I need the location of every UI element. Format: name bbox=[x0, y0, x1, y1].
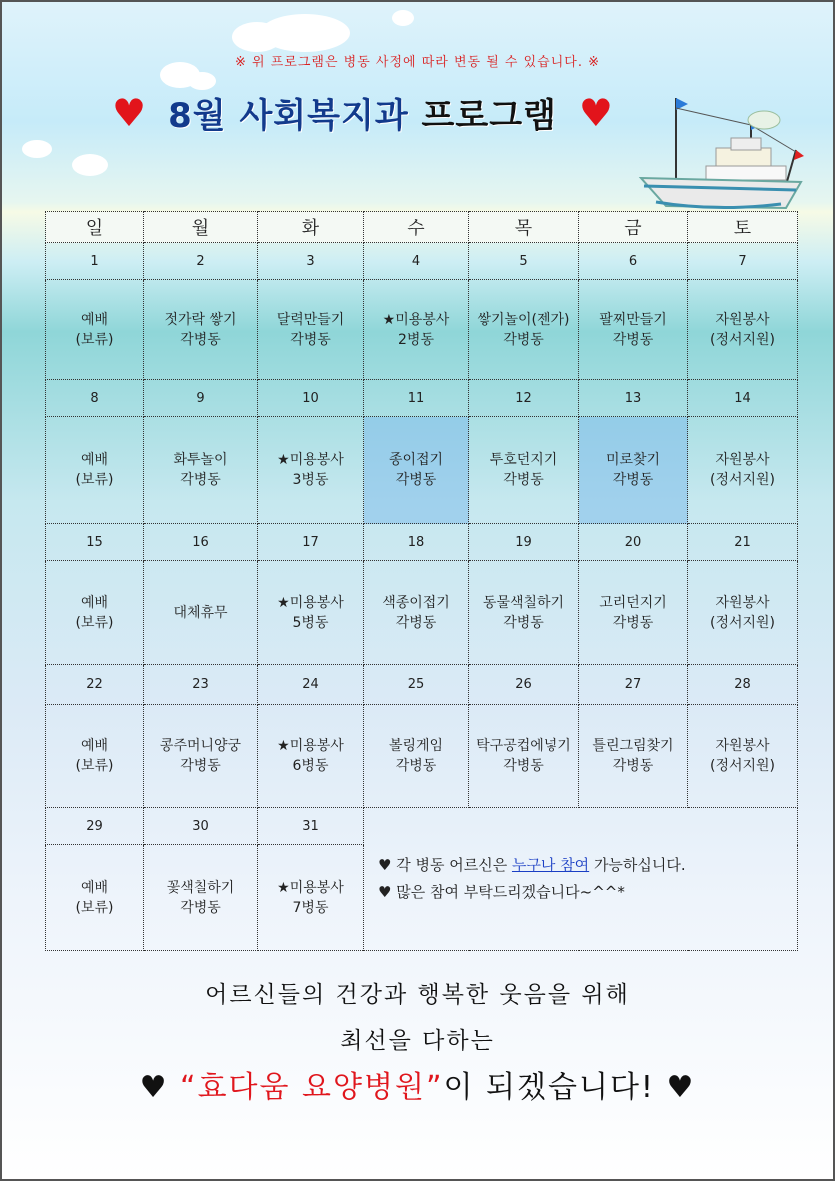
weekday-header: 수 bbox=[364, 212, 469, 243]
date-cell: 1 bbox=[46, 243, 144, 280]
program-cell: 대체휴무 bbox=[144, 561, 258, 665]
date-cell: 28 bbox=[688, 665, 798, 705]
date-cell: 25 bbox=[364, 665, 469, 705]
program-cell: 투호던지기 각병동 bbox=[469, 417, 579, 524]
title-text bbox=[168, 88, 557, 137]
program-cell: 볼링게임 각병동 bbox=[364, 705, 469, 808]
program-cell: 예배 (보류) bbox=[46, 280, 144, 380]
program-cell: 예배 (보류) bbox=[46, 561, 144, 665]
weekday-header-row bbox=[46, 212, 798, 243]
hospital-name: 효다움 요양병원 bbox=[197, 1070, 426, 1105]
date-cell: 29 bbox=[46, 808, 144, 845]
program-cell: ★미용봉사 7병동 bbox=[258, 845, 364, 951]
program-cell: 색종이접기 각병동 bbox=[364, 561, 469, 665]
program-cell: ★미용봉사 6병동 bbox=[258, 705, 364, 808]
date-cell: 6 bbox=[579, 243, 688, 280]
weekday-header: 토 bbox=[688, 212, 798, 243]
program-row bbox=[46, 705, 798, 808]
program-cell: 종이접기 각병동 bbox=[364, 417, 469, 524]
date-cell: 7 bbox=[688, 243, 798, 280]
date-row bbox=[46, 665, 798, 705]
program-cell: 자원봉사 (정서지원) bbox=[688, 280, 798, 380]
program-cell: ★미용봉사 5병동 bbox=[258, 561, 364, 665]
date-cell: 24 bbox=[258, 665, 364, 705]
info-line-2: ♥ 많은 참여 부탁드리겠습니다~^^* bbox=[378, 883, 625, 901]
program-cell: 팔찌만들기 각병동 bbox=[579, 280, 688, 380]
title-program: 프로그램 bbox=[421, 96, 557, 136]
title-dept: 사회복지과 bbox=[239, 96, 409, 136]
participation-note bbox=[364, 808, 798, 951]
date-cell: 30 bbox=[144, 808, 258, 845]
heart-icon: ♥ bbox=[666, 1070, 696, 1105]
program-cell: 꽃색칠하기 각병동 bbox=[144, 845, 258, 951]
date-cell: 10 bbox=[258, 380, 364, 417]
program-cell: 달력만들기 각병동 bbox=[258, 280, 364, 380]
program-cell: 콩주머니양궁 각병동 bbox=[144, 705, 258, 808]
date-cell: 14 bbox=[688, 380, 798, 417]
info-link: 누구나 참여 bbox=[511, 856, 590, 874]
date-cell: 5 bbox=[469, 243, 579, 280]
program-cell: 예배 (보류) bbox=[46, 845, 144, 951]
info-line-1: ♥ 각 병동 어르신은 누구나 참여 가능하십니다. bbox=[378, 856, 686, 874]
date-cell: 11 bbox=[364, 380, 469, 417]
date-cell: 12 bbox=[469, 380, 579, 417]
program-row bbox=[46, 417, 798, 524]
weekday-header: 금 bbox=[579, 212, 688, 243]
ship-illustration bbox=[636, 90, 806, 215]
program-cell: 자원봉사 (정서지원) bbox=[688, 561, 798, 665]
program-row bbox=[46, 561, 798, 665]
slogan-line-1: 어르신들의 건강과 행복한 웃음을 위해 bbox=[205, 982, 630, 1008]
weekday-header: 월 bbox=[144, 212, 258, 243]
date-cell: 21 bbox=[688, 524, 798, 561]
date-cell: 26 bbox=[469, 665, 579, 705]
date-cell: 20 bbox=[579, 524, 688, 561]
weekday-header: 화 bbox=[258, 212, 364, 243]
program-cell: 예배 (보류) bbox=[46, 417, 144, 524]
program-cell: 쌓기놀이(젠가) 각병동 bbox=[469, 280, 579, 380]
date-cell: 17 bbox=[258, 524, 364, 561]
weekday-header: 목 bbox=[469, 212, 579, 243]
heart-icon: ♥ bbox=[112, 90, 147, 135]
date-cell: 19 bbox=[469, 524, 579, 561]
title-month: 8월 bbox=[168, 96, 227, 136]
program-cell: 자원봉사 (정서지원) bbox=[688, 417, 798, 524]
date-cell: 16 bbox=[144, 524, 258, 561]
program-cell: ★미용봉사 2병동 bbox=[364, 280, 469, 380]
program-cell: 자원봉사 (정서지원) bbox=[688, 705, 798, 808]
date-cell: 23 bbox=[144, 665, 258, 705]
program-cell: 틀린그림찾기 각병동 bbox=[579, 705, 688, 808]
date-cell: 15 bbox=[46, 524, 144, 561]
date-cell: 31 bbox=[258, 808, 364, 845]
page-title bbox=[112, 88, 613, 137]
date-row bbox=[46, 524, 798, 561]
date-cell: 4 bbox=[364, 243, 469, 280]
program-cell: 고리던지기 각병동 bbox=[579, 561, 688, 665]
program-cell: 화투놀이 각병동 bbox=[144, 417, 258, 524]
program-cell: 젓가락 쌓기 각병동 bbox=[144, 280, 258, 380]
date-cell: 22 bbox=[46, 665, 144, 705]
program-cell: 탁구공컵에넣기 각병동 bbox=[469, 705, 579, 808]
date-cell: 8 bbox=[46, 380, 144, 417]
calendar-table bbox=[45, 211, 798, 951]
program-row bbox=[46, 280, 798, 380]
date-row bbox=[46, 380, 798, 417]
program-cell: ★미용봉사 3병동 bbox=[258, 417, 364, 524]
slogan-line-2: 최선을 다하는 bbox=[340, 1028, 495, 1054]
date-cell: 2 bbox=[144, 243, 258, 280]
heart-icon: ♥ bbox=[578, 90, 613, 135]
program-cell: 동물색칠하기 각병동 bbox=[469, 561, 579, 665]
heart-icon: ♥ bbox=[139, 1070, 169, 1105]
date-cell: 9 bbox=[144, 380, 258, 417]
date-cell: 18 bbox=[364, 524, 469, 561]
date-row bbox=[46, 808, 798, 845]
weekday-header: 일 bbox=[46, 212, 144, 243]
date-cell: 3 bbox=[258, 243, 364, 280]
program-cell: 예배 (보류) bbox=[46, 705, 144, 808]
program-cell: 미로찾기 각병동 bbox=[579, 417, 688, 524]
slogan-line-3: ♥ “효다움 요양병원”이 되겠습니다! ♥ bbox=[139, 1070, 696, 1105]
notice-text: ※ 위 프로그램은 병동 사정에 따라 변동 될 수 있습니다. ※ bbox=[235, 55, 600, 70]
date-cell: 27 bbox=[579, 665, 688, 705]
date-row bbox=[46, 243, 798, 280]
date-cell: 13 bbox=[579, 380, 688, 417]
